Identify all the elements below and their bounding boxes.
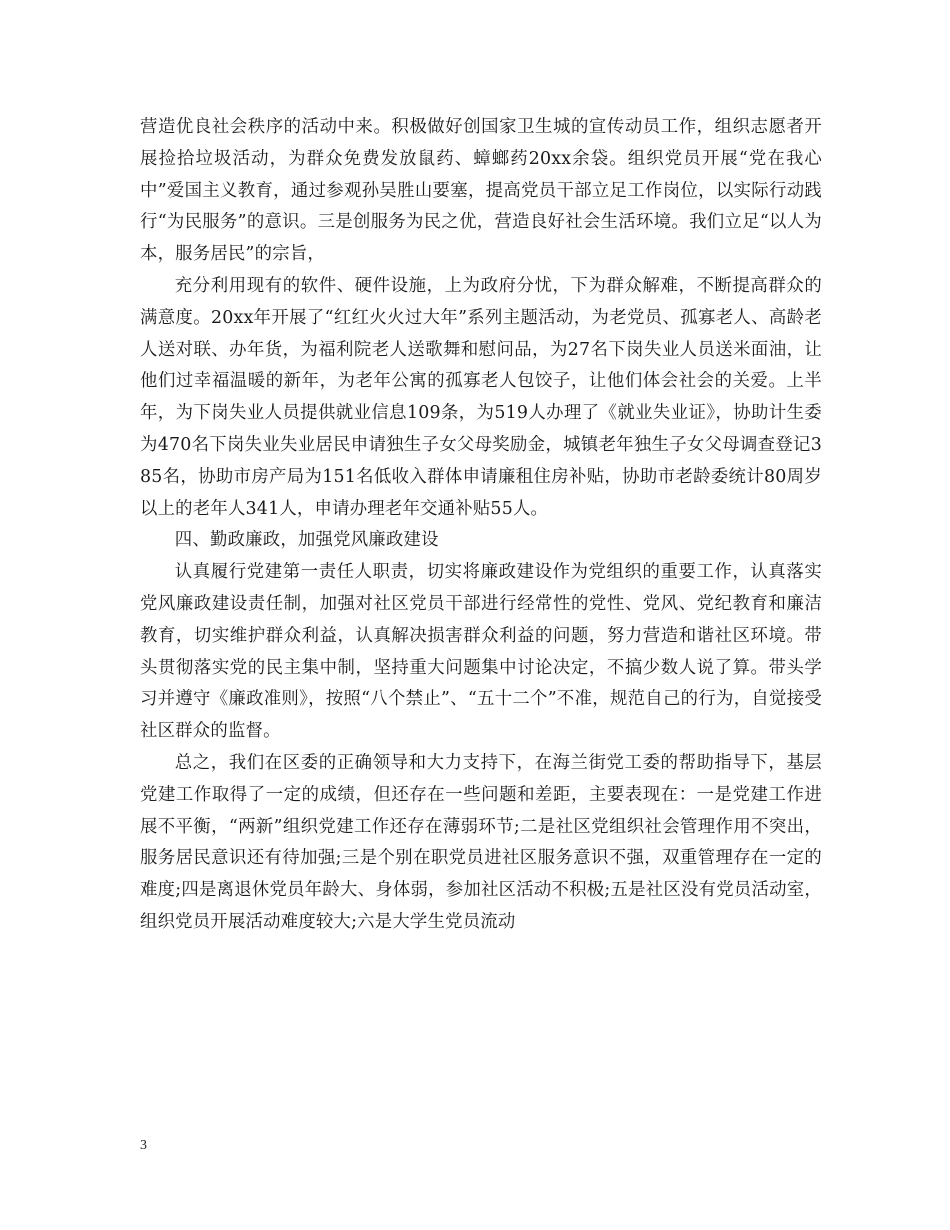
document-body (140, 112, 822, 939)
paragraph-3: 认真履行党建第一责任人职责，切实将廉政建设作为党组织的重要工作，认真落实党风廉政建设责任制，加强对社区党员干部进行经常性的党性、党风、党纪教育和廉洁教育，切实维护群众利益，认真解决损害群众利益的问题，努力营造和谐社区环境。带头贯彻落实党的民主集中制，坚持重大问题集中讨论决定，不搞少数人说了算。带头学习并遵守《廉政准则》，按照“八个禁止”、“五十二个”不准，规范自己的行为，自觉接受社区群众的监督。 (140, 562, 822, 742)
page-number: 3 (140, 1138, 147, 1153)
section-heading: 四、勤政廉政，加强党风廉政建设 (174, 530, 439, 551)
paragraph-4: 总之，我们在区委的正确领导和大力支持下，在海兰街党工委的帮助指导下，基层党建工作取得了一定的成绩，但还存在一些问题和差距，主要表现在：一是党建工作进展不平衡，“两新”组织党建工作还存在薄弱环节;二是社区党组织社会管理作用不突出，服务居民意识还有待加强;三是个别在职党员进社区服务意识不强，双重管理存在一定的难度;四是离退休党员年龄大、身体弱，参加社区活动不积极;五是社区没有党员活动室，组织党员开展活动难度较大;六是大学生党员流动 (140, 752, 822, 932)
paragraph-1: 营造优良社会秩序的活动中来。积极做好创国家卫生城的宣传动员工作，组织志愿者开展捡拾垃圾活动，为群众免费发放鼠药、蟑螂药20xx余袋。组织党员开展“党在我心中”爱国主义教育，通过参观孙吴胜山要塞，提高党员干部立足工作岗位，以实际行动践行“为民服务”的意识。三是创服务为民之优，营造良好社会生活环境。我们立足“以人为本，服务居民”的宗旨， (140, 117, 822, 265)
paragraph-2: 充分利用现有的软件、硬件设施，上为政府分忧，下为群众解难，不断提高群众的满意度。20xx年开展了“红红火火过大年”系列主题活动，为老党员、孤寡老人、高龄老人送对联、办年货，为福利院老人送歌舞和慰问品，为27名下岗失业人员送米面油，让他们过幸福温暖的新年，为老年公寓的孤寡老人包饺子，让他们体会社会的关爱。上半年，为下岗失业人员提供就业信息109条，为519人办理了《就业失业证》，协助计生委为470名下岗失业失业居民申请独生子女父母奖励金，城镇老年独生子女父母调查登记385名，协助市房产局为151名低收入群体申请廉租住房补贴，协助市老龄委统计80周岁以上的老年人341人，申请办理老年交通补贴55人。 (140, 275, 822, 519)
